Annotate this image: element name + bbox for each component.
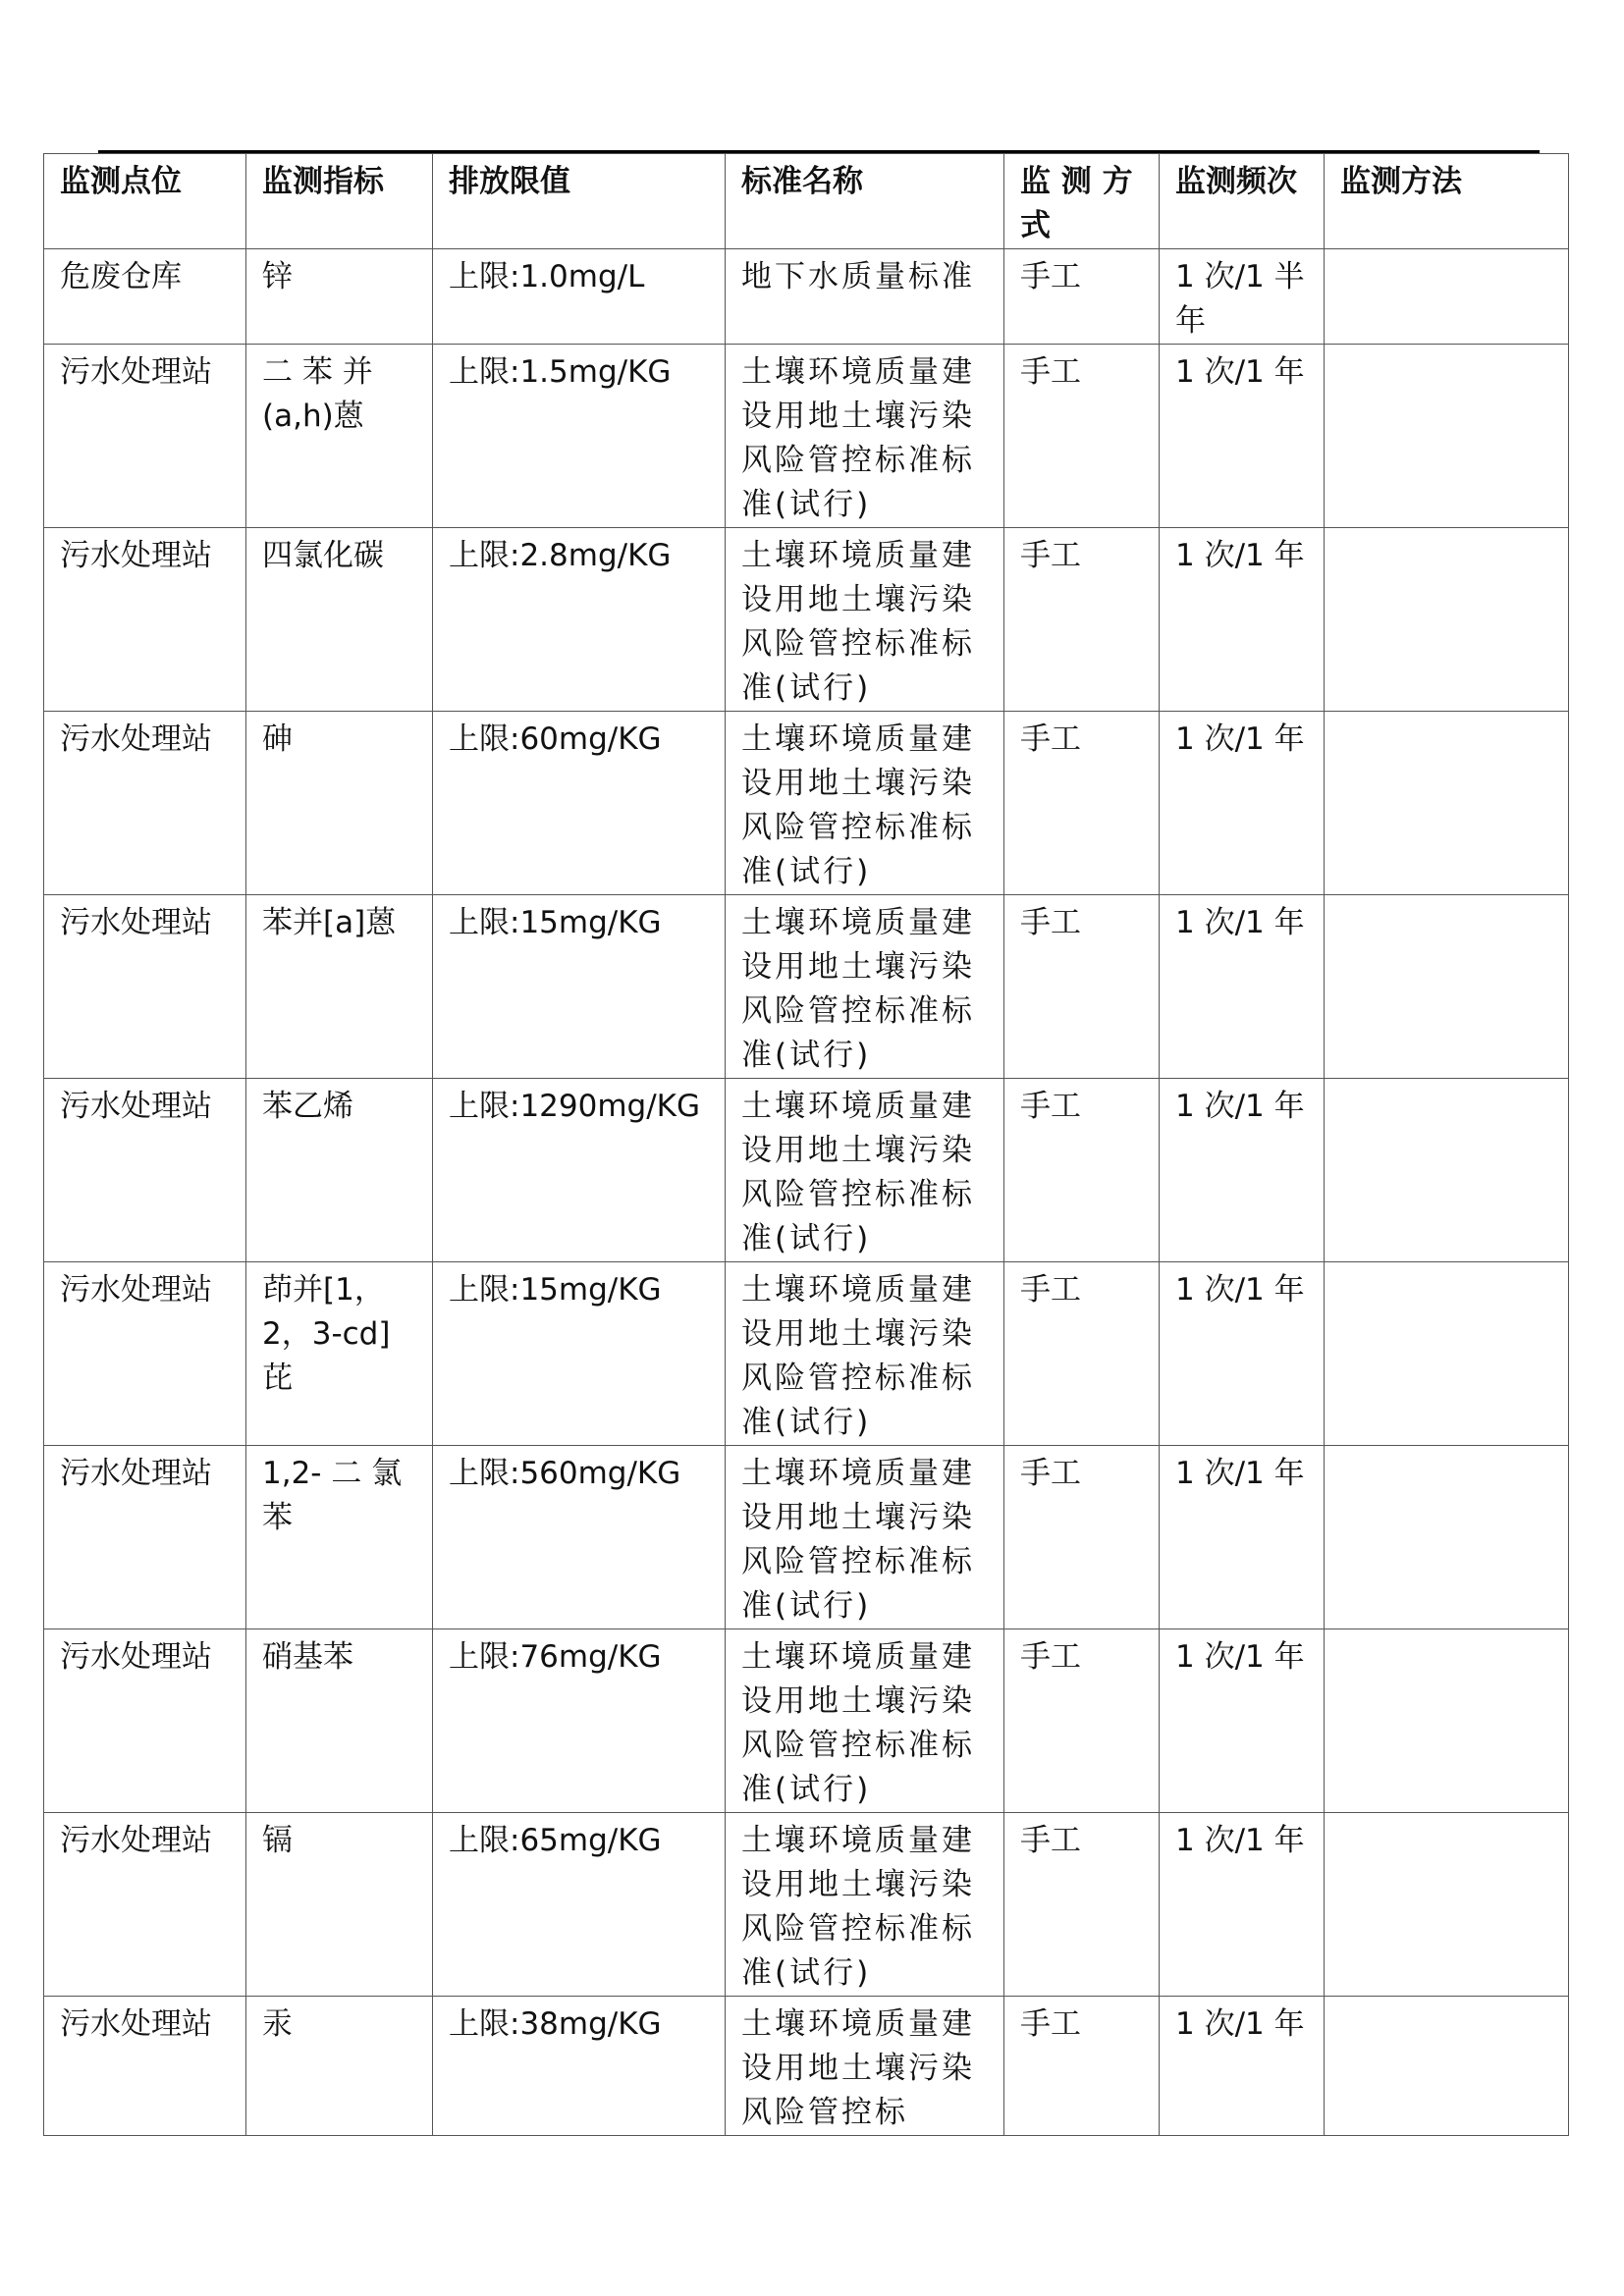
cell-method bbox=[1325, 528, 1569, 712]
cell-indicator: 硝基苯 bbox=[246, 1629, 433, 1813]
table-row bbox=[44, 712, 1569, 895]
cell-mode: 手工 bbox=[1004, 1813, 1160, 1997]
cell-frequency: 1 次/1 年 bbox=[1160, 345, 1325, 528]
cell-standard: 土壤环境质量建设用地土壤污染风险管控标准标准(试行) bbox=[726, 1262, 1004, 1446]
cell-method bbox=[1325, 1079, 1569, 1262]
cell-limit: 上限:60mg/KG bbox=[433, 712, 726, 895]
cell-method bbox=[1325, 895, 1569, 1079]
monitoring-table bbox=[43, 153, 1569, 2136]
cell-method bbox=[1325, 712, 1569, 895]
cell-standard: 土壤环境质量建设用地土壤污染风险管控标准标准(试行) bbox=[726, 895, 1004, 1079]
cell-point: 危废仓库 bbox=[44, 249, 246, 345]
table-row bbox=[44, 1262, 1569, 1446]
cell-indicator: 1,2- 二 氯 苯 bbox=[246, 1446, 433, 1629]
cell-frequency: 1 次/1 半年 bbox=[1160, 249, 1325, 345]
cell-frequency: 1 次/1 年 bbox=[1160, 1813, 1325, 1997]
table-row bbox=[44, 1997, 1569, 2136]
table-row bbox=[44, 345, 1569, 528]
cell-frequency: 1 次/1 年 bbox=[1160, 712, 1325, 895]
cell-point: 污水处理站 bbox=[44, 1079, 246, 1262]
cell-indicator: 茚并[1，2，3-cd]芘 bbox=[246, 1262, 433, 1446]
cell-standard: 土壤环境质量建设用地土壤污染风险管控标准标准(试行) bbox=[726, 528, 1004, 712]
cell-indicator: 锌 bbox=[246, 249, 433, 345]
cell-indicator: 苯乙烯 bbox=[246, 1079, 433, 1262]
header-mode: 监 测 方 式 bbox=[1004, 154, 1160, 249]
cell-mode: 手工 bbox=[1004, 345, 1160, 528]
cell-limit: 上限:65mg/KG bbox=[433, 1813, 726, 1997]
cell-indicator: 四氯化碳 bbox=[246, 528, 433, 712]
cell-frequency: 1 次/1 年 bbox=[1160, 1997, 1325, 2136]
cell-mode: 手工 bbox=[1004, 712, 1160, 895]
table-row bbox=[44, 895, 1569, 1079]
cell-point: 污水处理站 bbox=[44, 1813, 246, 1997]
cell-standard: 土壤环境质量建设用地土壤污染风险管控标准标准(试行) bbox=[726, 1813, 1004, 1997]
cell-limit: 上限:560mg/KG bbox=[433, 1446, 726, 1629]
cell-method bbox=[1325, 1446, 1569, 1629]
table-row bbox=[44, 1629, 1569, 1813]
cell-method bbox=[1325, 249, 1569, 345]
cell-limit: 上限:15mg/KG bbox=[433, 895, 726, 1079]
header-standard: 标准名称 bbox=[726, 154, 1004, 249]
cell-frequency: 1 次/1 年 bbox=[1160, 1079, 1325, 1262]
cell-indicator: 镉 bbox=[246, 1813, 433, 1997]
cell-indicator: 砷 bbox=[246, 712, 433, 895]
table-row bbox=[44, 249, 1569, 345]
cell-limit: 上限:38mg/KG bbox=[433, 1997, 726, 2136]
cell-standard: 土壤环境质量建设用地土壤污染风险管控标准标准(试行) bbox=[726, 1629, 1004, 1813]
cell-mode: 手工 bbox=[1004, 1446, 1160, 1629]
cell-limit: 上限:15mg/KG bbox=[433, 1262, 726, 1446]
cell-standard: 土壤环境质量建设用地土壤污染风险管控标 bbox=[726, 1997, 1004, 2136]
cell-method bbox=[1325, 1813, 1569, 1997]
cell-point: 污水处理站 bbox=[44, 528, 246, 712]
cell-point: 污水处理站 bbox=[44, 1997, 246, 2136]
cell-limit: 上限:1.5mg/KG bbox=[433, 345, 726, 528]
cell-point: 污水处理站 bbox=[44, 1629, 246, 1813]
cell-limit: 上限:2.8mg/KG bbox=[433, 528, 726, 712]
table-row bbox=[44, 1446, 1569, 1629]
header-limit: 排放限值 bbox=[433, 154, 726, 249]
cell-standard: 地下水质量标准 bbox=[726, 249, 1004, 345]
cell-limit: 上限:76mg/KG bbox=[433, 1629, 726, 1813]
cell-standard: 土壤环境质量建设用地土壤污染风险管控标准标准(试行) bbox=[726, 1446, 1004, 1629]
cell-standard: 土壤环境质量建设用地土壤污染风险管控标准标准(试行) bbox=[726, 712, 1004, 895]
table-row bbox=[44, 528, 1569, 712]
header-indicator: 监测指标 bbox=[246, 154, 433, 249]
header-method: 监测方法 bbox=[1325, 154, 1569, 249]
table-row bbox=[44, 1079, 1569, 1262]
cell-method bbox=[1325, 1997, 1569, 2136]
cell-frequency: 1 次/1 年 bbox=[1160, 528, 1325, 712]
table-row bbox=[44, 1813, 1569, 1997]
cell-method bbox=[1325, 1629, 1569, 1813]
cell-frequency: 1 次/1 年 bbox=[1160, 1262, 1325, 1446]
cell-frequency: 1 次/1 年 bbox=[1160, 1446, 1325, 1629]
cell-method bbox=[1325, 345, 1569, 528]
cell-mode: 手工 bbox=[1004, 1079, 1160, 1262]
cell-limit: 上限:1.0mg/L bbox=[433, 249, 726, 345]
cell-indicator: 汞 bbox=[246, 1997, 433, 2136]
table-header-row bbox=[44, 154, 1569, 249]
cell-mode: 手工 bbox=[1004, 895, 1160, 1079]
header-frequency: 监测频次 bbox=[1160, 154, 1325, 249]
cell-standard: 土壤环境质量建设用地土壤污染风险管控标准标准(试行) bbox=[726, 1079, 1004, 1262]
cell-indicator: 苯并[a]蒽 bbox=[246, 895, 433, 1079]
table-body bbox=[44, 249, 1569, 2136]
cell-frequency: 1 次/1 年 bbox=[1160, 1629, 1325, 1813]
cell-point: 污水处理站 bbox=[44, 895, 246, 1079]
cell-point: 污水处理站 bbox=[44, 712, 246, 895]
cell-mode: 手工 bbox=[1004, 1262, 1160, 1446]
cell-point: 污水处理站 bbox=[44, 345, 246, 528]
cell-point: 污水处理站 bbox=[44, 1446, 246, 1629]
header-point: 监测点位 bbox=[44, 154, 246, 249]
cell-point: 污水处理站 bbox=[44, 1262, 246, 1446]
cell-mode: 手工 bbox=[1004, 1997, 1160, 2136]
cell-frequency: 1 次/1 年 bbox=[1160, 895, 1325, 1079]
cell-limit: 上限:1290mg/KG bbox=[433, 1079, 726, 1262]
cell-standard: 土壤环境质量建设用地土壤污染风险管控标准标准(试行) bbox=[726, 345, 1004, 528]
cell-mode: 手工 bbox=[1004, 1629, 1160, 1813]
cell-mode: 手工 bbox=[1004, 249, 1160, 345]
cell-mode: 手工 bbox=[1004, 528, 1160, 712]
cell-method bbox=[1325, 1262, 1569, 1446]
cell-indicator: 二 苯 并 (a,h)蒽 bbox=[246, 345, 433, 528]
